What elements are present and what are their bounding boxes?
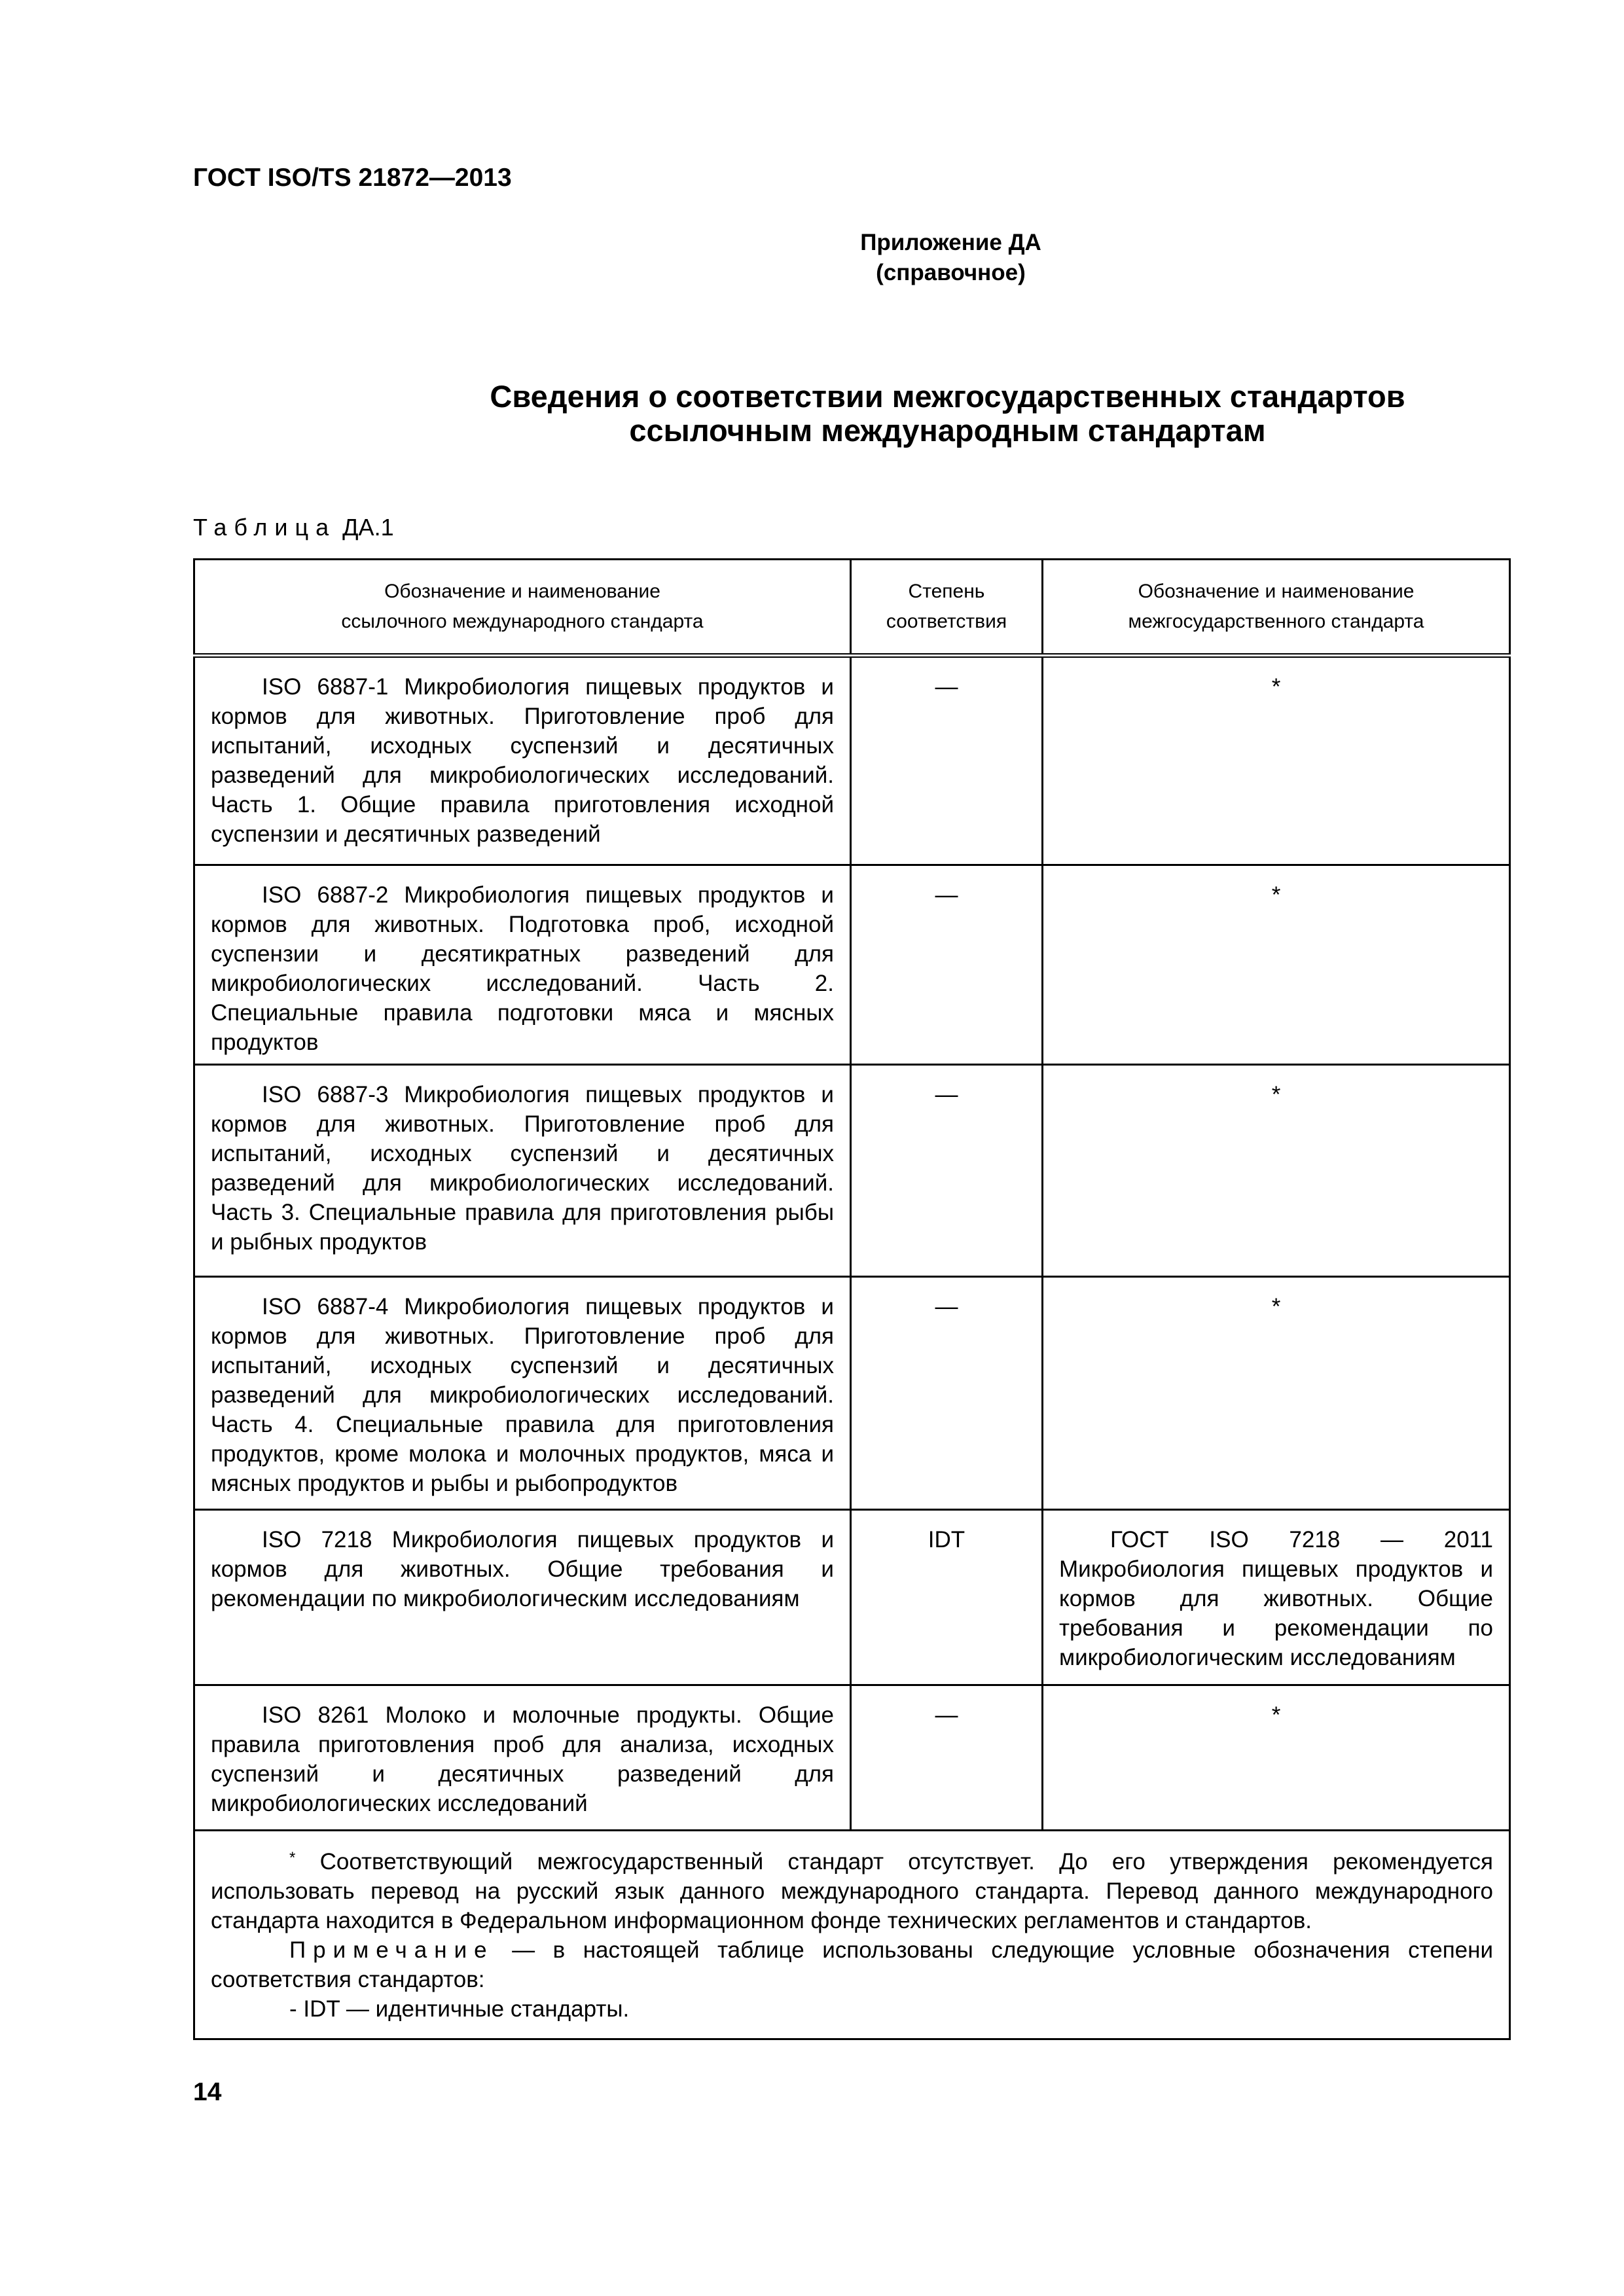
national-standard-cell: * (1043, 865, 1510, 1065)
degree-cell: — (851, 1277, 1043, 1510)
reference-standard-cell: ISO 6887-2 Микробиология пищевых продуктов и кормов для животных. Подготовка проб, исходной суспензии и десятикратных разведений для микробиологических исследований. Часть 2. Специальные правила подготовки мяса и мясных продуктов (194, 865, 851, 1065)
table-caption (193, 514, 394, 541)
header-national-standard: Обозначение и наименование межгосударственного стандарта (1043, 560, 1510, 656)
table-note (211, 1935, 1493, 1994)
table-caption-prefix: Таблица (193, 514, 336, 541)
national-standard-cell: * (1043, 1065, 1510, 1277)
appendix-kind: (справочное) (876, 260, 1026, 285)
degree-cell: IDT (851, 1510, 1043, 1685)
page-title-line-1: Сведения о соответствии межгосударственных стандартов (490, 379, 1405, 414)
table-row (194, 656, 1510, 865)
appendix-title: Приложение ДА (860, 230, 1041, 255)
reference-standard-cell: ISO 6887-3 Микробиология пищевых продуктов и кормов для животных. Приготовление проб для испытаний, исходных суспензий и десятичных разведений для микробиологических исследований. Часть 3. Специальные правила для приготовления рыбы и рыбных продуктов (194, 1065, 851, 1277)
page-number: 14 (193, 2078, 222, 2106)
degree-cell: — (851, 865, 1043, 1065)
table-row (194, 1065, 1510, 1277)
header-degree: Степень соответствия (851, 560, 1043, 656)
footnote-mark: * (289, 1849, 296, 1867)
degree-cell: — (851, 1685, 1043, 1831)
reference-standard-cell: ISO 6887-4 Микробиология пищевых продуктов и кормов для животных. Приготовление проб для испытаний, исходных суспензий и десятичных разведений для микробиологических исследований. Часть 4. Специальные правила для приготовления продуктов, кроме молока и молочных продуктов, мяса и мясных продуктов и рыбы и рыбопродуктов (194, 1277, 851, 1510)
degree-cell: — (851, 1065, 1043, 1277)
page-title (193, 380, 1624, 448)
table-footnote (194, 1831, 1510, 2039)
page-title-line-2: ссылочным международным стандартам (629, 413, 1266, 448)
table-caption-id: ДА.1 (342, 514, 394, 541)
note-text: — в настоящей таблице использованы следующие условные обозначения степени соответствия стандартов: (211, 1937, 1493, 1992)
note-item: - IDT — идентичные стандарты. (289, 1996, 630, 2022)
header-reference-standard: Обозначение и наименование ссылочного международного стандарта (194, 560, 851, 656)
document-designation: ГОСТ ISO/TS 21872—2013 (193, 164, 512, 192)
degree-cell: — (851, 656, 1043, 865)
correspondence-table (193, 558, 1511, 2040)
national-standard-cell: * (1043, 656, 1510, 865)
table-row (194, 1685, 1510, 1831)
table-row (194, 1277, 1510, 1510)
reference-standard-cell: ISO 8261 Молоко и молочные продукты. Общие правила приготовления проб для анализа, исходных суспензий и десятичных разведений для микробиологических исследований (194, 1685, 851, 1831)
reference-standard-cell: ISO 6887-1 Микробиология пищевых продуктов и кормов для животных. Приготовление проб для испытаний, исходных суспензий и десятичных разведений для микробиологических исследований. Часть 1. Общие правила приготовления исходной суспензии и десятичных разведений (194, 656, 851, 865)
reference-standard-cell: ISO 7218 Микробиология пищевых продуктов и кормов для животных. Общие требования и рекомендации по микробиологическим исследованиям (194, 1510, 851, 1685)
note-label: Примечание (289, 1937, 494, 1963)
national-standard-cell: ГОСТ ISO 7218 — 2011 Микробиология пищевых продуктов и кормов для животных. Общие требования и рекомендации по микробиологическим исследованиям (1043, 1510, 1510, 1685)
national-standard-cell: * (1043, 1685, 1510, 1831)
table-footnote-row (194, 1831, 1510, 2039)
national-standard-cell: * (1043, 1277, 1510, 1510)
footnote-text: * Соответствующий межгосударственный стандарт отсутствует. До его утверждения рекомендуется использовать перевод на русский язык данного международного стандарта. Перевод данного международного стандарта находится в Федеральном информационном фонде технических регламентов и стандартов. (211, 1849, 1493, 1933)
table-header-row (194, 560, 1510, 656)
table-row (194, 1510, 1510, 1685)
table-row (194, 865, 1510, 1065)
appendix-heading (655, 228, 1247, 288)
